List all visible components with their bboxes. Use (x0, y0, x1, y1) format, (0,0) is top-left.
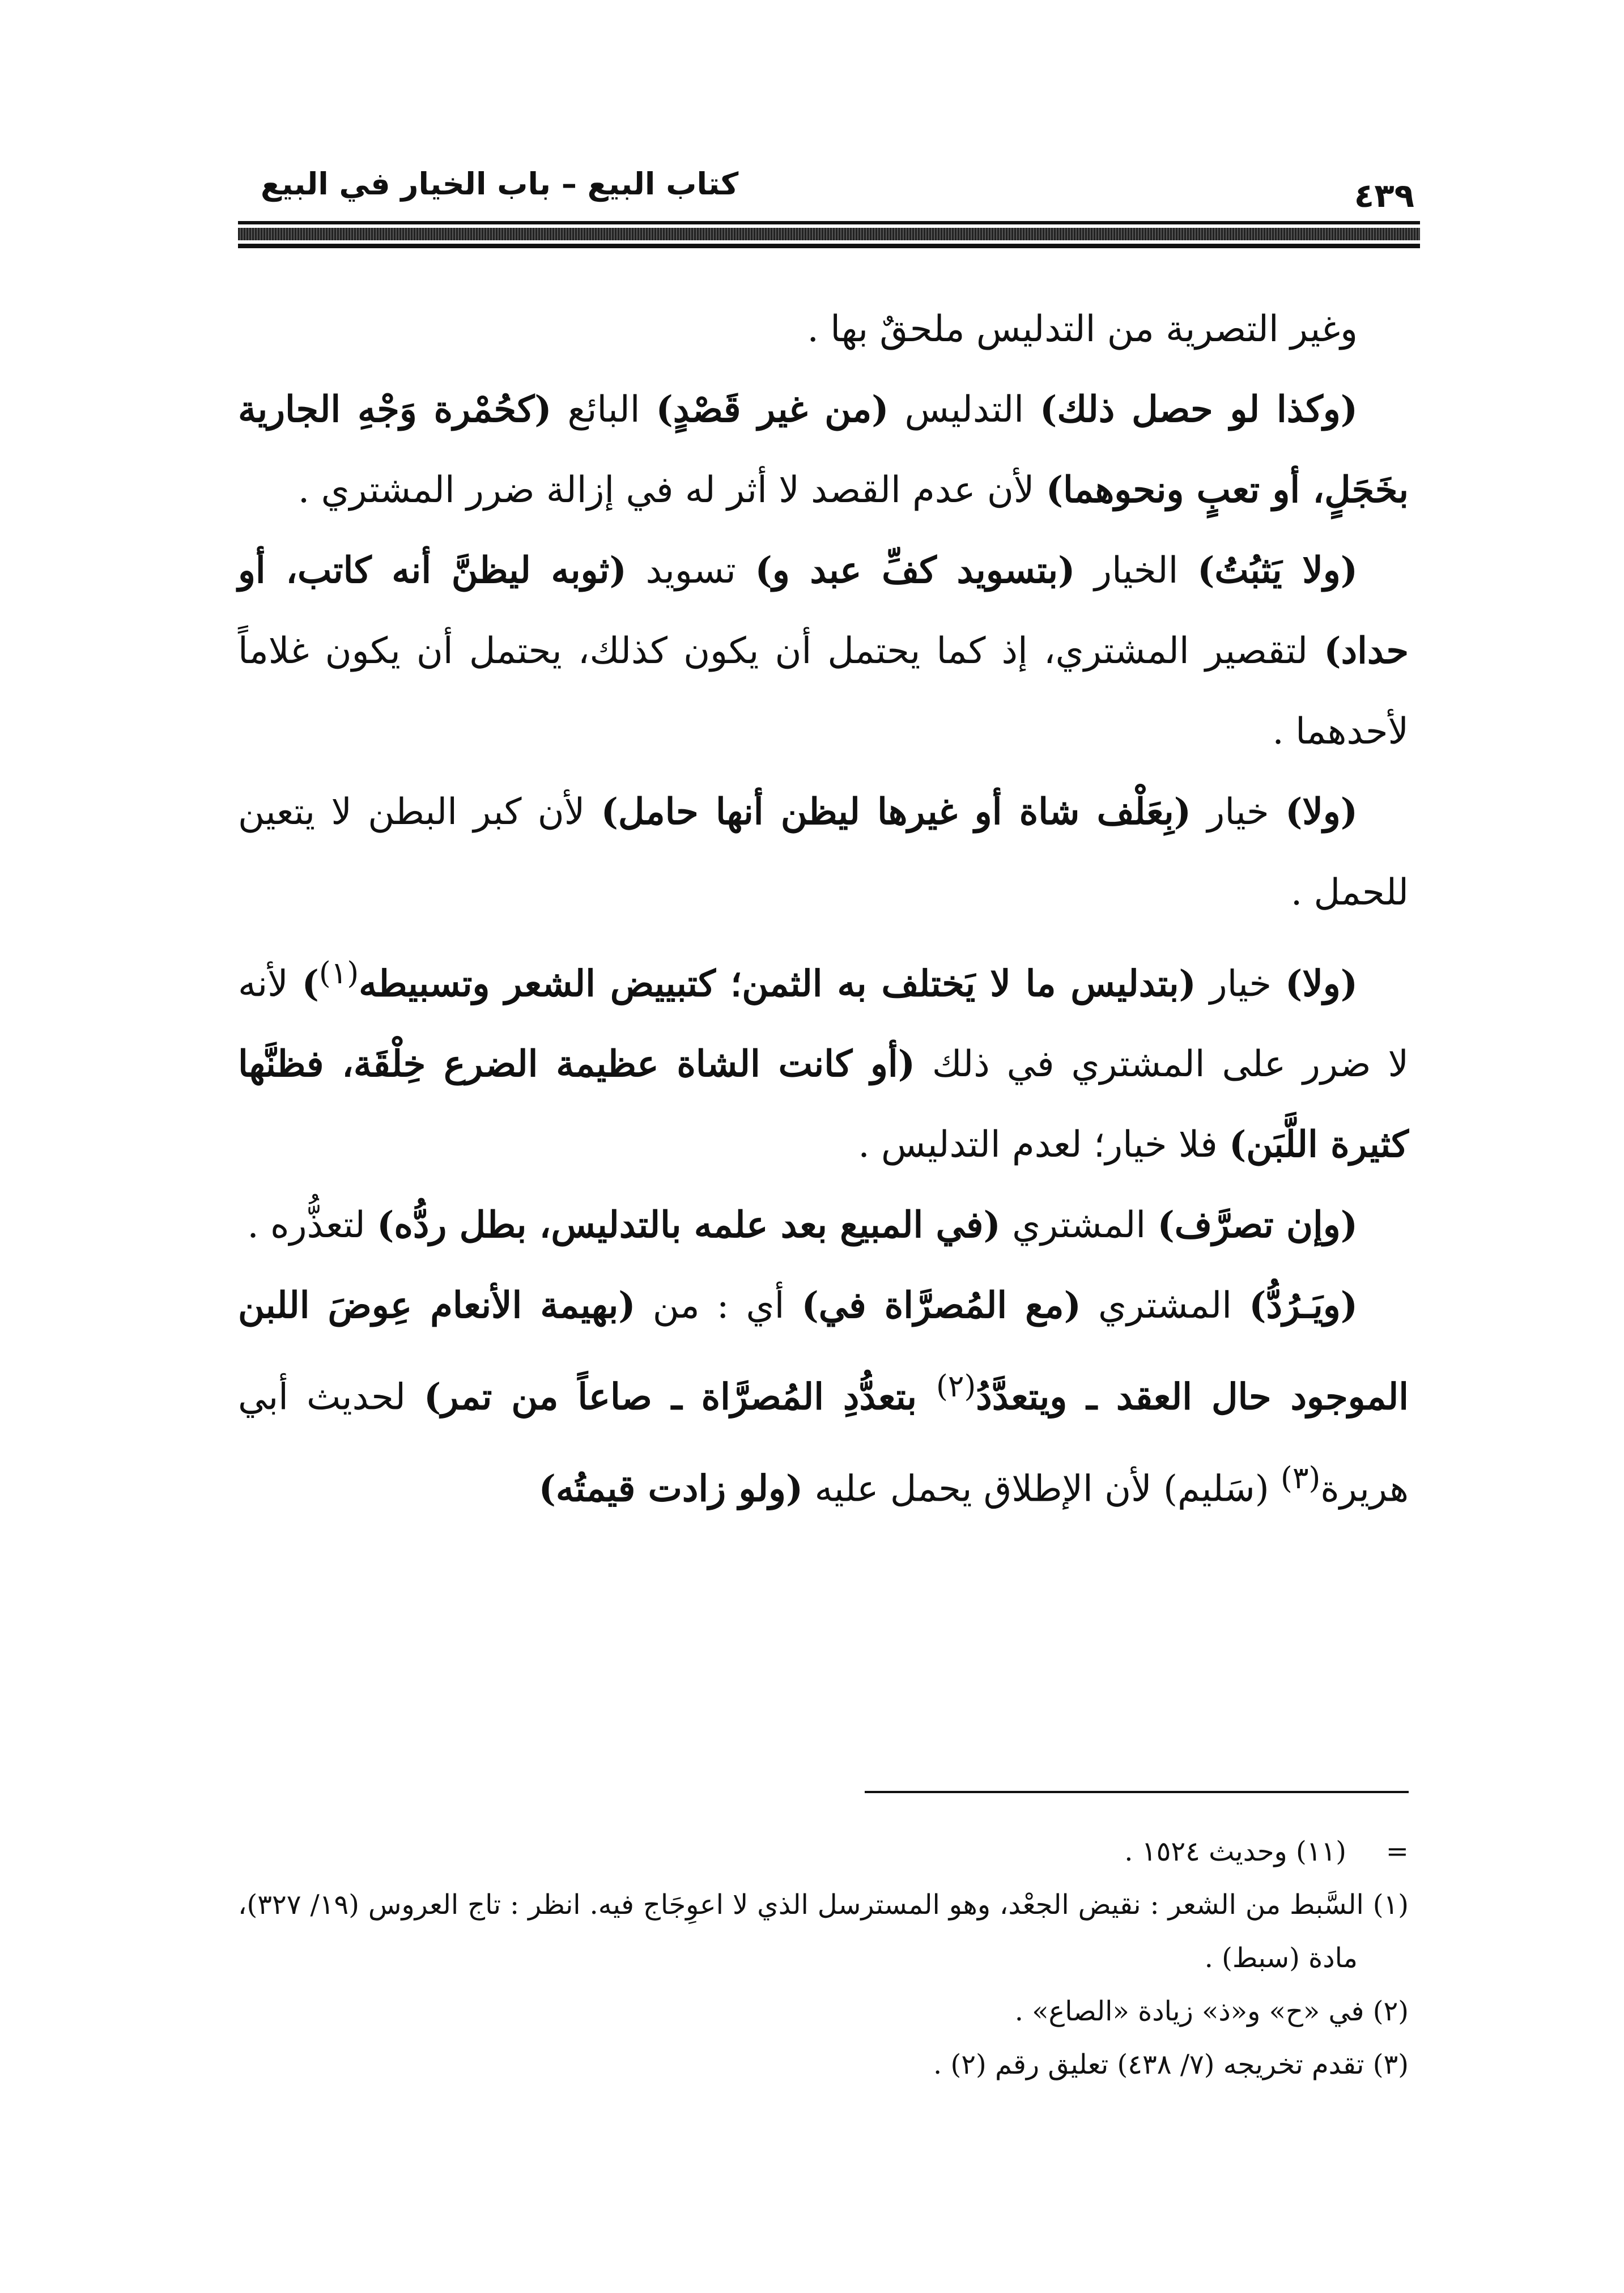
footnote-ref: (٢) (936, 1368, 976, 1404)
footnote-continuation: = (١١) وحديث ١٥٢٤ . (238, 1825, 1409, 1878)
paragraph: (ولا) خيار (بِعَلْف شاة أو غيرها ليظن أنها حامل) لأن كبر البطن لا يتعين للحمل . (238, 791, 1409, 914)
continuation-marker: = (1385, 1836, 1409, 1867)
footnote-ref: (٣) (1281, 1459, 1321, 1496)
paragraph: وغير التصرية من التدليس ملحقٌ بها . (807, 308, 1358, 350)
footnote-1: (١) السَّبط من الشعر : نقيض الجعْد، وهو المسترسل الذي لا اعوِجَاج فيه. انظر : تاج العروس (١٩/ ٣٢٧)، مادة (سبط) . (238, 1889, 1409, 1974)
footnote-2: (٢) في «ح» و«ذ» زيادة «الصاع» . (1014, 1995, 1409, 2027)
paragraph: (وإن تصرَّف) المشتري (في المبيع بعد علمه بالتدليس، بطل ردُّه) لتعذُّره . (247, 1204, 1358, 1247)
header-rule (238, 221, 1420, 224)
header-rule (238, 244, 1420, 248)
main-text (238, 289, 1409, 1529)
header-rule-ornament (238, 228, 1420, 240)
footnote-ref: (١) (318, 955, 359, 991)
footnotes (238, 1825, 1409, 2091)
header-title: كتاب البيع – باب الخيار في البيع (261, 166, 739, 202)
footnote-separator (865, 1791, 1409, 1793)
running-header (238, 142, 1420, 215)
paragraph: (ويَـرُدُّ) المشتري (مع المُصرَّاة في) أي : من (بهيمة الأنعام عِوضَ اللبن الموجود حال العقد ـ ويتعدَّدُ$^{(٢)}$ بتعدُّدِ المُصرَّاة ـ صاعاً من تمر) لحديث أبي هريرة$^{(٣)}$ (سَليم) لأن الإطلاق يحمل عليه (ولو زادت قيمتُه) (238, 1284, 1409, 1510)
paragraph: (ولا) خيار (بتدليس ما لا يَختلف به الثمن؛ كتبييض الشعر وتسبيطه$^{(١)}$) لأنه لا ضرر على المشتري في ذلك (أو كانت الشاة عظيمة الضرع خِلْقَة، فظنَّها كثيرة اللَّبَن) فلا خيار؛ لعدم التدليس . (238, 955, 1409, 1166)
page-number: ٤٣٩ (1354, 176, 1414, 215)
paragraph: (ولا يَثبُتُ) الخيار (بتسويد كفِّ عبد و) تسويد (ثوبه ليظنَّ أنه كاتب، أو حداد) لتقصير المشتري، إذ كما يحتمل أن يكون كذلك، يحتمل أن يكون غلاماً لأحدهما . (238, 549, 1409, 753)
footnote-3: (٣) تقدم تخريجه (٧/ ٤٣٨) تعليق رقم (٢) . (933, 2049, 1409, 2080)
paragraph: (وكذا لو حصل ذلك) التدليس (من غير قَصْدٍ) البائع (كحُمْرة وَجْهِ الجارية بخَجَلٍ، أو تعبٍ ونحوهما) لأن عدم القصد لا أثر له في إزالة ضرر المشتري . (238, 388, 1409, 511)
